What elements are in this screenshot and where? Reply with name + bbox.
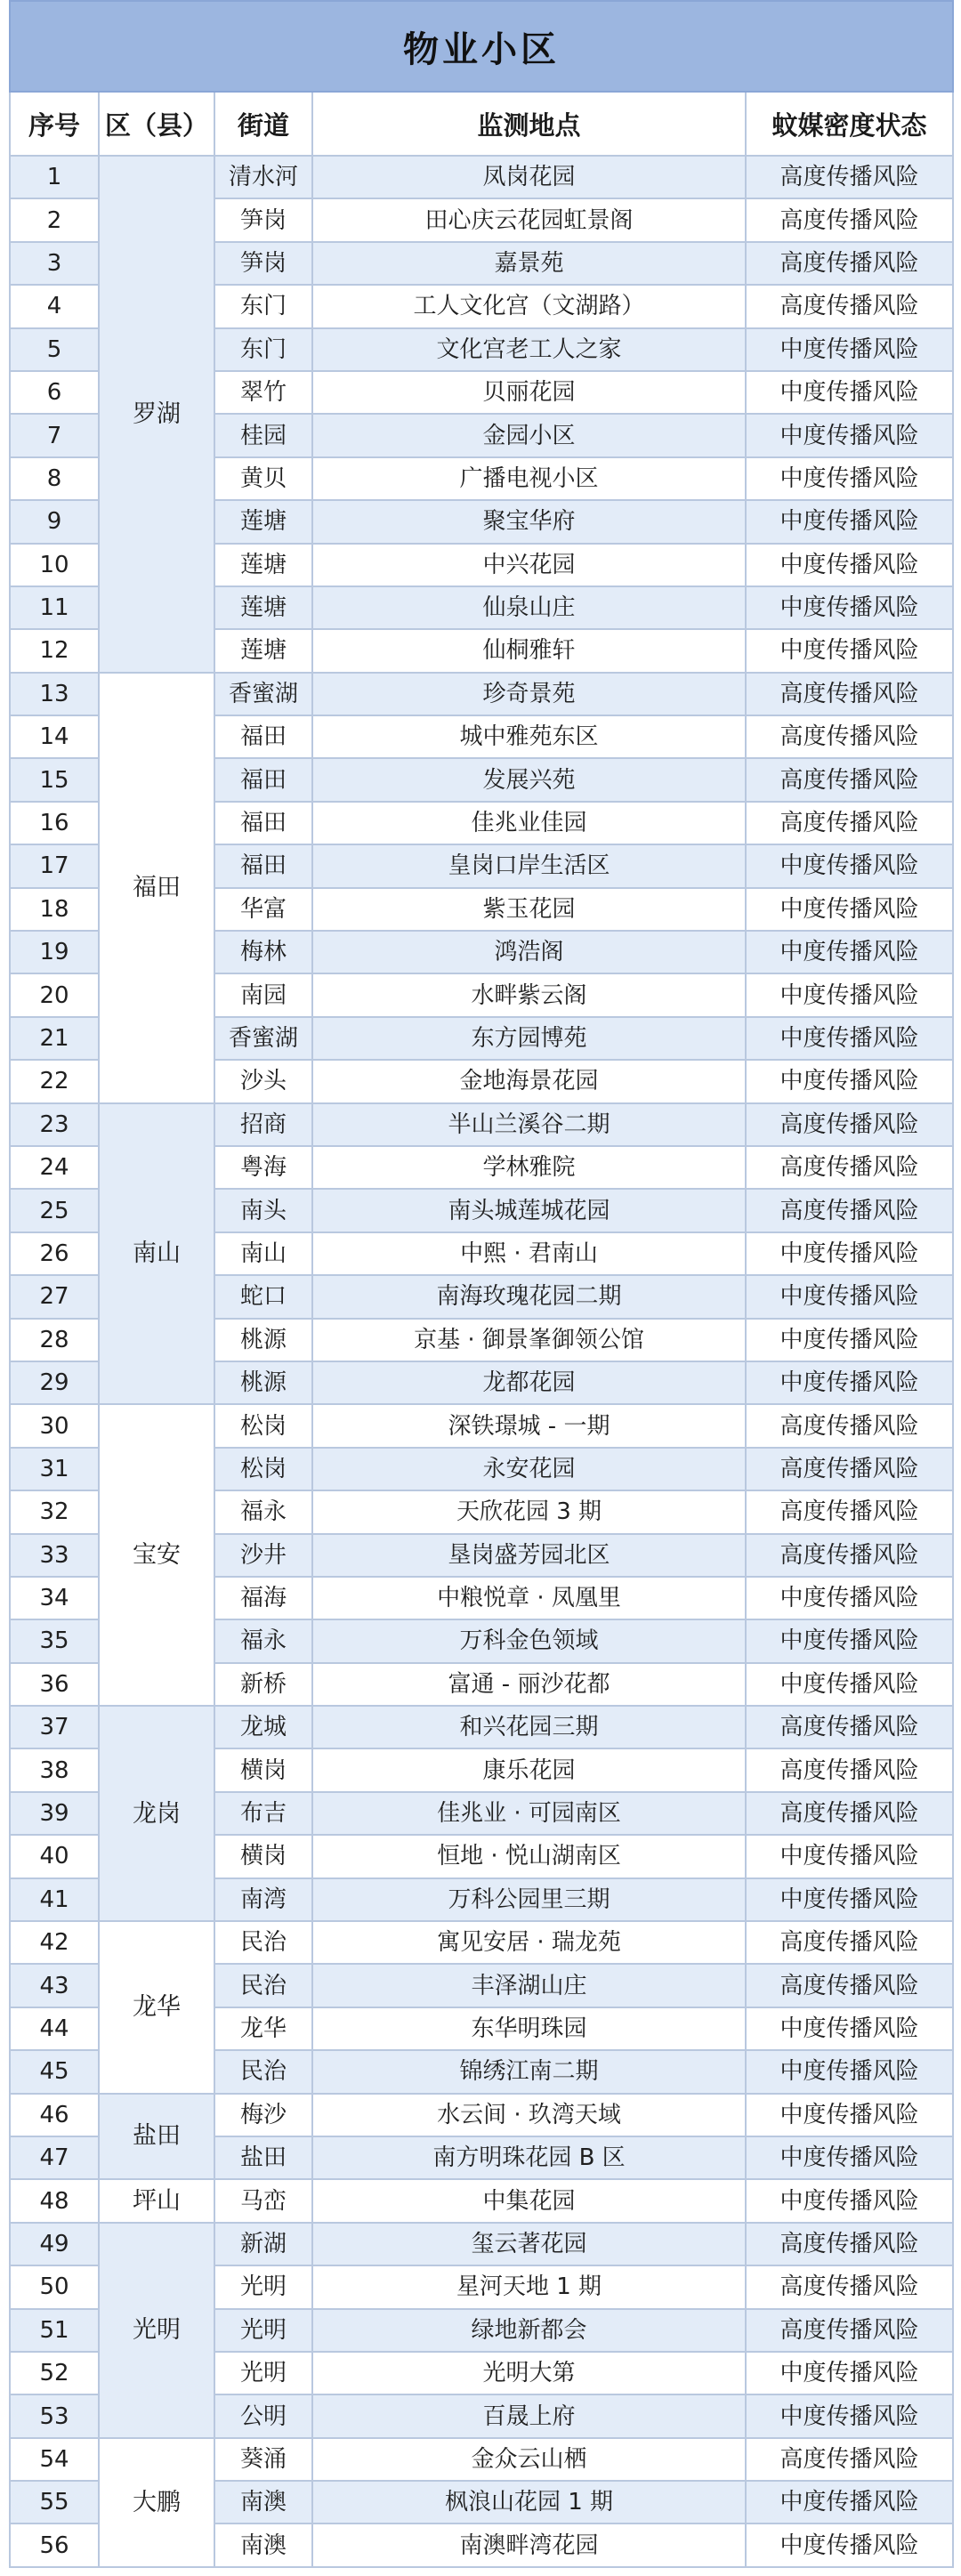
row-location: 东方园博苑 <box>312 1017 746 1060</box>
row-street: 葵涌 <box>214 2438 312 2481</box>
row-street: 布吉 <box>214 1792 312 1835</box>
row-street: 桃源 <box>214 1361 312 1404</box>
row-seq: 1 <box>10 156 99 198</box>
row-status: 高度传播风险 <box>746 285 953 327</box>
row-status: 中度传播风险 <box>746 328 953 371</box>
row-location: 工人文化宫（文湖路） <box>312 285 746 327</box>
row-street: 福田 <box>214 715 312 758</box>
district-cell: 南山 <box>99 1103 214 1405</box>
row-seq: 45 <box>10 2050 99 2093</box>
row-street: 光明 <box>214 2265 312 2308</box>
row-seq: 35 <box>10 1619 99 1662</box>
row-status: 高度传播风险 <box>746 1103 953 1146</box>
table-row <box>10 2438 953 2481</box>
table-row <box>10 1103 953 1146</box>
row-seq: 18 <box>10 888 99 931</box>
row-status: 中度传播风险 <box>746 457 953 500</box>
table-row <box>10 2223 953 2265</box>
table-body <box>10 156 953 2567</box>
row-seq: 11 <box>10 586 99 629</box>
row-seq: 56 <box>10 2524 99 2566</box>
table-title: 物业小区 <box>10 1 953 92</box>
row-seq: 27 <box>10 1275 99 1318</box>
row-street: 莲塘 <box>214 544 312 586</box>
row-seq: 37 <box>10 1706 99 1748</box>
row-seq: 19 <box>10 931 99 973</box>
row-seq: 15 <box>10 758 99 801</box>
row-street: 松岗 <box>214 1404 312 1447</box>
row-seq: 50 <box>10 2265 99 2308</box>
row-status: 高度传播风险 <box>746 1448 953 1490</box>
table-row <box>10 156 953 198</box>
row-seq: 36 <box>10 1663 99 1706</box>
row-location: 丰泽湖山庄 <box>312 1964 746 2007</box>
row-street: 南澳 <box>214 2524 312 2566</box>
table-row <box>10 673 953 715</box>
row-status: 中度传播风险 <box>746 629 953 672</box>
row-status: 中度传播风险 <box>746 1878 953 1921</box>
row-seq: 7 <box>10 414 99 456</box>
row-location: 南海玫瑰花园二期 <box>312 1275 746 1318</box>
row-location: 玺云著花园 <box>312 2223 746 2265</box>
row-seq: 3 <box>10 242 99 285</box>
row-street: 横岗 <box>214 1748 312 1791</box>
row-seq: 26 <box>10 1232 99 1275</box>
row-location: 中兴花园 <box>312 544 746 586</box>
row-status: 高度传播风险 <box>746 2438 953 2481</box>
row-location: 星河天地 1 期 <box>312 2265 746 2308</box>
row-seq: 2 <box>10 198 99 241</box>
row-status: 高度传播风险 <box>746 802 953 844</box>
row-status: 中度传播风险 <box>746 586 953 629</box>
row-location: 垦岗盛芳园北区 <box>312 1534 746 1577</box>
table-row <box>10 1921 953 1964</box>
row-street: 光明 <box>214 2309 312 2352</box>
row-status: 高度传播风险 <box>746 1921 953 1964</box>
district-cell: 光明 <box>99 2223 214 2438</box>
row-street: 南澳 <box>214 2481 312 2524</box>
row-location: 富通 - 丽沙花都 <box>312 1663 746 1706</box>
district-cell: 坪山 <box>99 2179 214 2222</box>
district-cell: 罗湖 <box>99 156 214 673</box>
row-location: 深铁璟城 - 一期 <box>312 1404 746 1447</box>
row-street: 清水河 <box>214 156 312 198</box>
row-location: 金园小区 <box>312 414 746 456</box>
row-status: 中度传播风险 <box>746 500 953 543</box>
row-status: 中度传播风险 <box>746 1275 953 1318</box>
table-row <box>10 1706 953 1748</box>
title-row <box>10 1 953 92</box>
row-location: 贝丽花园 <box>312 371 746 414</box>
row-seq: 5 <box>10 328 99 371</box>
row-street: 民治 <box>214 1921 312 1964</box>
row-street: 沙头 <box>214 1060 312 1102</box>
row-seq: 29 <box>10 1361 99 1404</box>
table-row <box>10 1404 953 1447</box>
header-location: 监测地点 <box>312 92 746 156</box>
row-status: 高度传播风险 <box>746 156 953 198</box>
row-status: 高度传播风险 <box>746 758 953 801</box>
row-location: 半山兰溪谷二期 <box>312 1103 746 1146</box>
row-location: 田心庆云花园虹景阁 <box>312 198 746 241</box>
row-location: 水云间 · 玖湾天域 <box>312 2094 746 2136</box>
row-location: 学林雅院 <box>312 1146 746 1189</box>
row-status: 高度传播风险 <box>746 2265 953 2308</box>
row-seq: 44 <box>10 2007 99 2050</box>
row-seq: 14 <box>10 715 99 758</box>
row-location: 中粮悦章 · 凤凰里 <box>312 1577 746 1619</box>
row-street: 沙井 <box>214 1534 312 1577</box>
row-location: 嘉景苑 <box>312 242 746 285</box>
row-seq: 47 <box>10 2136 99 2179</box>
row-location: 光明大第 <box>312 2352 746 2394</box>
row-status: 高度传播风险 <box>746 1534 953 1577</box>
row-street: 莲塘 <box>214 500 312 543</box>
row-street: 笋岗 <box>214 242 312 285</box>
row-seq: 39 <box>10 1792 99 1835</box>
row-street: 公明 <box>214 2394 312 2437</box>
row-status: 中度传播风险 <box>746 2094 953 2136</box>
row-street: 福永 <box>214 1619 312 1662</box>
row-street: 粤海 <box>214 1146 312 1189</box>
row-street: 香蜜湖 <box>214 1017 312 1060</box>
row-status: 中度传播风险 <box>746 2394 953 2437</box>
row-status: 高度传播风险 <box>746 1748 953 1791</box>
row-status: 高度传播风险 <box>746 1706 953 1748</box>
row-street: 南园 <box>214 973 312 1016</box>
row-street: 东门 <box>214 328 312 371</box>
header-row <box>10 92 953 156</box>
row-street: 新湖 <box>214 2223 312 2265</box>
table-row <box>10 2094 953 2136</box>
district-cell: 大鹏 <box>99 2438 214 2567</box>
row-status: 高度传播风险 <box>746 198 953 241</box>
row-seq: 53 <box>10 2394 99 2437</box>
row-status: 中度传播风险 <box>746 1232 953 1275</box>
row-location: 发展兴苑 <box>312 758 746 801</box>
row-status: 高度传播风险 <box>746 1792 953 1835</box>
row-seq: 25 <box>10 1189 99 1231</box>
row-location: 中集花园 <box>312 2179 746 2222</box>
row-street: 香蜜湖 <box>214 673 312 715</box>
row-location: 聚宝华府 <box>312 500 746 543</box>
row-street: 南湾 <box>214 1878 312 1921</box>
header-seq: 序号 <box>10 92 99 156</box>
row-seq: 54 <box>10 2438 99 2481</box>
row-status: 高度传播风险 <box>746 1964 953 2007</box>
row-street: 笋岗 <box>214 198 312 241</box>
row-status: 中度传播风险 <box>746 931 953 973</box>
row-seq: 40 <box>10 1835 99 1877</box>
row-status: 中度传播风险 <box>746 2050 953 2093</box>
row-street: 福田 <box>214 844 312 887</box>
row-street: 福田 <box>214 758 312 801</box>
row-street: 桃源 <box>214 1319 312 1361</box>
row-status: 中度传播风险 <box>746 1835 953 1877</box>
row-street: 南头 <box>214 1189 312 1231</box>
row-street: 翠竹 <box>214 371 312 414</box>
row-street: 蛇口 <box>214 1275 312 1318</box>
row-street: 梅沙 <box>214 2094 312 2136</box>
row-location: 仙泉山庄 <box>312 586 746 629</box>
row-seq: 52 <box>10 2352 99 2394</box>
row-status: 高度传播风险 <box>746 1404 953 1447</box>
row-street: 民治 <box>214 2050 312 2093</box>
row-seq: 34 <box>10 1577 99 1619</box>
row-location: 东华明珠园 <box>312 2007 746 2050</box>
row-seq: 12 <box>10 629 99 672</box>
row-seq: 9 <box>10 500 99 543</box>
row-status: 高度传播风险 <box>746 715 953 758</box>
row-seq: 30 <box>10 1404 99 1447</box>
district-cell: 盐田 <box>99 2094 214 2180</box>
row-status: 中度传播风险 <box>746 2352 953 2394</box>
monitoring-table <box>9 0 954 2568</box>
table-row <box>10 2179 953 2222</box>
row-seq: 22 <box>10 1060 99 1102</box>
row-status: 高度传播风险 <box>746 2223 953 2265</box>
row-location: 广播电视小区 <box>312 457 746 500</box>
row-street: 福海 <box>214 1577 312 1619</box>
row-status: 中度传播风险 <box>746 1361 953 1404</box>
row-location: 水畔紫云阁 <box>312 973 746 1016</box>
row-seq: 43 <box>10 1964 99 2007</box>
row-street: 莲塘 <box>214 586 312 629</box>
district-cell: 宝安 <box>99 1404 214 1706</box>
row-street: 华富 <box>214 888 312 931</box>
row-seq: 28 <box>10 1319 99 1361</box>
row-location: 佳兆业 · 可园南区 <box>312 1792 746 1835</box>
row-street: 莲塘 <box>214 629 312 672</box>
row-location: 皇岗口岸生活区 <box>312 844 746 887</box>
row-status: 高度传播风险 <box>746 242 953 285</box>
row-street: 东门 <box>214 285 312 327</box>
row-street: 松岗 <box>214 1448 312 1490</box>
row-street: 横岗 <box>214 1835 312 1877</box>
row-seq: 6 <box>10 371 99 414</box>
row-status: 中度传播风险 <box>746 2136 953 2179</box>
row-status: 高度传播风险 <box>746 1189 953 1231</box>
row-status: 高度传播风险 <box>746 1146 953 1189</box>
row-status: 中度传播风险 <box>746 1060 953 1102</box>
row-seq: 8 <box>10 457 99 500</box>
row-location: 京基 · 御景峯御领公馆 <box>312 1319 746 1361</box>
row-location: 锦绣江南二期 <box>312 2050 746 2093</box>
row-status: 中度传播风险 <box>746 544 953 586</box>
row-street: 南山 <box>214 1232 312 1275</box>
row-seq: 49 <box>10 2223 99 2265</box>
row-seq: 16 <box>10 802 99 844</box>
row-location: 枫浪山花园 1 期 <box>312 2481 746 2524</box>
row-status: 中度传播风险 <box>746 1577 953 1619</box>
row-status: 中度传播风险 <box>746 1663 953 1706</box>
row-location: 珍奇景苑 <box>312 673 746 715</box>
row-seq: 38 <box>10 1748 99 1791</box>
row-street: 光明 <box>214 2352 312 2394</box>
row-location: 百晟上府 <box>312 2394 746 2437</box>
row-seq: 41 <box>10 1878 99 1921</box>
row-status: 中度传播风险 <box>746 1017 953 1060</box>
row-status: 中度传播风险 <box>746 1319 953 1361</box>
row-location: 绿地新都会 <box>312 2309 746 2352</box>
row-street: 马峦 <box>214 2179 312 2222</box>
row-location: 鸿浩阁 <box>312 931 746 973</box>
row-street: 盐田 <box>214 2136 312 2179</box>
row-status: 中度传播风险 <box>746 2007 953 2050</box>
row-location: 紫玉花园 <box>312 888 746 931</box>
row-location: 金地海景花园 <box>312 1060 746 1102</box>
row-status: 中度传播风险 <box>746 2481 953 2524</box>
row-location: 仙桐雅轩 <box>312 629 746 672</box>
row-street: 龙城 <box>214 1706 312 1748</box>
row-seq: 23 <box>10 1103 99 1146</box>
row-seq: 31 <box>10 1448 99 1490</box>
row-seq: 24 <box>10 1146 99 1189</box>
row-status: 中度传播风险 <box>746 973 953 1016</box>
row-street: 招商 <box>214 1103 312 1146</box>
row-street: 福永 <box>214 1490 312 1533</box>
row-street: 新桥 <box>214 1663 312 1706</box>
row-location: 凤岗花园 <box>312 156 746 198</box>
row-location: 南方明珠花园 B 区 <box>312 2136 746 2179</box>
row-seq: 46 <box>10 2094 99 2136</box>
row-location: 永安花园 <box>312 1448 746 1490</box>
row-location: 寓见安居 · 瑞龙苑 <box>312 1921 746 1964</box>
row-location: 佳兆业佳园 <box>312 802 746 844</box>
row-location: 龙都花园 <box>312 1361 746 1404</box>
row-street: 民治 <box>214 1964 312 2007</box>
row-location: 南头城莲城花园 <box>312 1189 746 1231</box>
row-location: 万科公园里三期 <box>312 1878 746 1921</box>
row-status: 高度传播风险 <box>746 1490 953 1533</box>
header-street: 街道 <box>214 92 312 156</box>
row-seq: 13 <box>10 673 99 715</box>
row-location: 城中雅苑东区 <box>312 715 746 758</box>
row-status: 中度传播风险 <box>746 1619 953 1662</box>
row-street: 福田 <box>214 802 312 844</box>
header-district: 区（县） <box>99 92 214 156</box>
row-street: 桂园 <box>214 414 312 456</box>
row-location: 金众云山栖 <box>312 2438 746 2481</box>
row-location: 万科金色领域 <box>312 1619 746 1662</box>
row-status: 中度传播风险 <box>746 888 953 931</box>
row-seq: 10 <box>10 544 99 586</box>
row-seq: 51 <box>10 2309 99 2352</box>
row-street: 黄贝 <box>214 457 312 500</box>
district-cell: 福田 <box>99 673 214 1103</box>
header-status: 蚊媒密度状态 <box>746 92 953 156</box>
row-location: 中熙 · 君南山 <box>312 1232 746 1275</box>
row-seq: 4 <box>10 285 99 327</box>
row-seq: 17 <box>10 844 99 887</box>
row-location: 南澳畔湾花园 <box>312 2524 746 2566</box>
row-location: 天欣花园 3 期 <box>312 1490 746 1533</box>
row-location: 恒地 · 悦山湖南区 <box>312 1835 746 1877</box>
row-status: 中度传播风险 <box>746 844 953 887</box>
row-location: 康乐花园 <box>312 1748 746 1791</box>
row-seq: 33 <box>10 1534 99 1577</box>
row-status: 高度传播风险 <box>746 2309 953 2352</box>
row-location: 和兴花园三期 <box>312 1706 746 1748</box>
row-status: 高度传播风险 <box>746 673 953 715</box>
row-seq: 55 <box>10 2481 99 2524</box>
row-status: 中度传播风险 <box>746 371 953 414</box>
row-street: 龙华 <box>214 2007 312 2050</box>
row-seq: 42 <box>10 1921 99 1964</box>
row-street: 梅林 <box>214 931 312 973</box>
row-status: 中度传播风险 <box>746 414 953 456</box>
district-cell: 龙岗 <box>99 1706 214 1921</box>
row-status: 中度传播风险 <box>746 2179 953 2222</box>
row-seq: 20 <box>10 973 99 1016</box>
row-location: 文化宫老工人之家 <box>312 328 746 371</box>
row-seq: 48 <box>10 2179 99 2222</box>
row-seq: 32 <box>10 1490 99 1533</box>
district-cell: 龙华 <box>99 1921 214 2094</box>
row-seq: 21 <box>10 1017 99 1060</box>
row-status: 中度传播风险 <box>746 2524 953 2566</box>
